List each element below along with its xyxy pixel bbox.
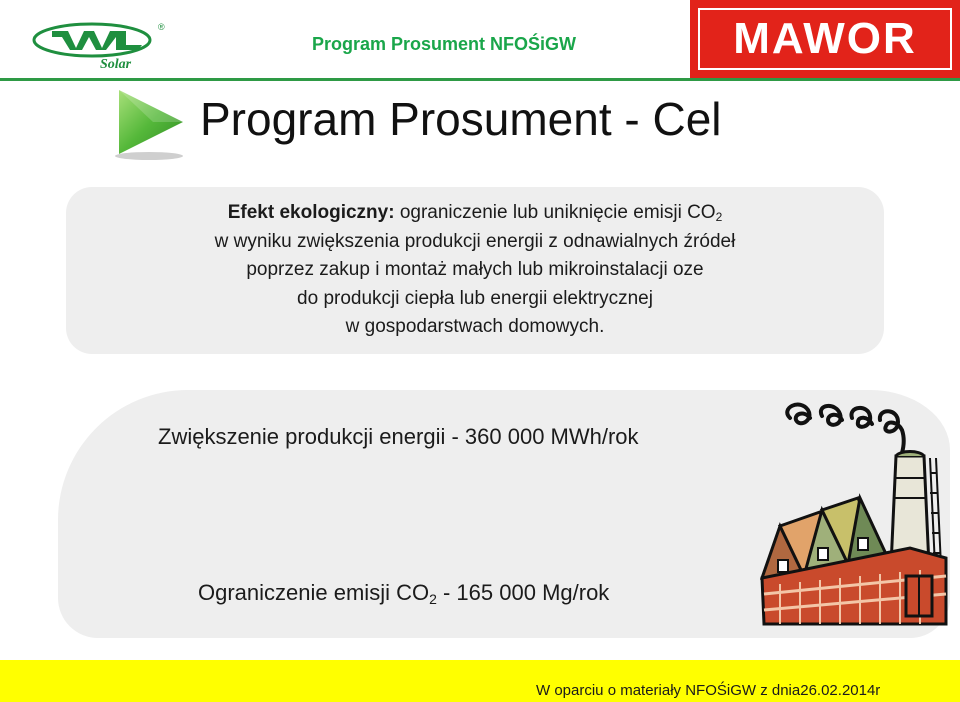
jwl-solar-logo <box>30 18 165 73</box>
registered-mark: ® <box>158 22 165 32</box>
goal-line-3: poprzez zakup i montaż małych lub mikroinstalacji oze <box>246 259 704 280</box>
goal-line-5: w gospodarstwach domowych. <box>345 316 605 337</box>
co2-suffix: - 165 000 Mg/rok <box>436 580 610 605</box>
mawor-logo-word: MAWOR <box>733 14 917 63</box>
factory-icon <box>760 398 952 626</box>
play-arrow-icon <box>113 86 188 164</box>
header-title: Program Prosument NFOŚiGW <box>312 34 577 54</box>
goal-lead: Efekt ekologiczny: <box>227 202 395 223</box>
mawor-logo <box>690 0 960 78</box>
co2-prefix: Ograniczenie emisji CO <box>198 580 430 605</box>
goal-line-1-rest: ograniczenie lub uniknięcie emisji CO <box>394 202 716 223</box>
page-title: Program Prosument - Cel <box>200 93 722 145</box>
goal-line-2: w wyniku zwiększenia produkcji energii z odnawialnych źródeł <box>214 230 736 252</box>
co2-sub: 2 <box>429 591 437 607</box>
goal-text <box>80 199 870 342</box>
goal-line-1-sub: 2 <box>715 210 723 224</box>
co2-effect <box>198 580 609 606</box>
header-divider <box>0 78 960 81</box>
goal-line-1 <box>80 199 870 228</box>
footer-source-note: W oparciu o materiały NFOŚiGW z dnia26.02.2014r <box>536 682 881 699</box>
energy-effect: Zwiększenie produkcji energii - 360 000 MWh/rok <box>158 424 639 449</box>
logo-sub: Solar <box>100 57 132 72</box>
goal-line-4: do produkcji ciepła lub energii elektrycznej <box>297 287 653 309</box>
